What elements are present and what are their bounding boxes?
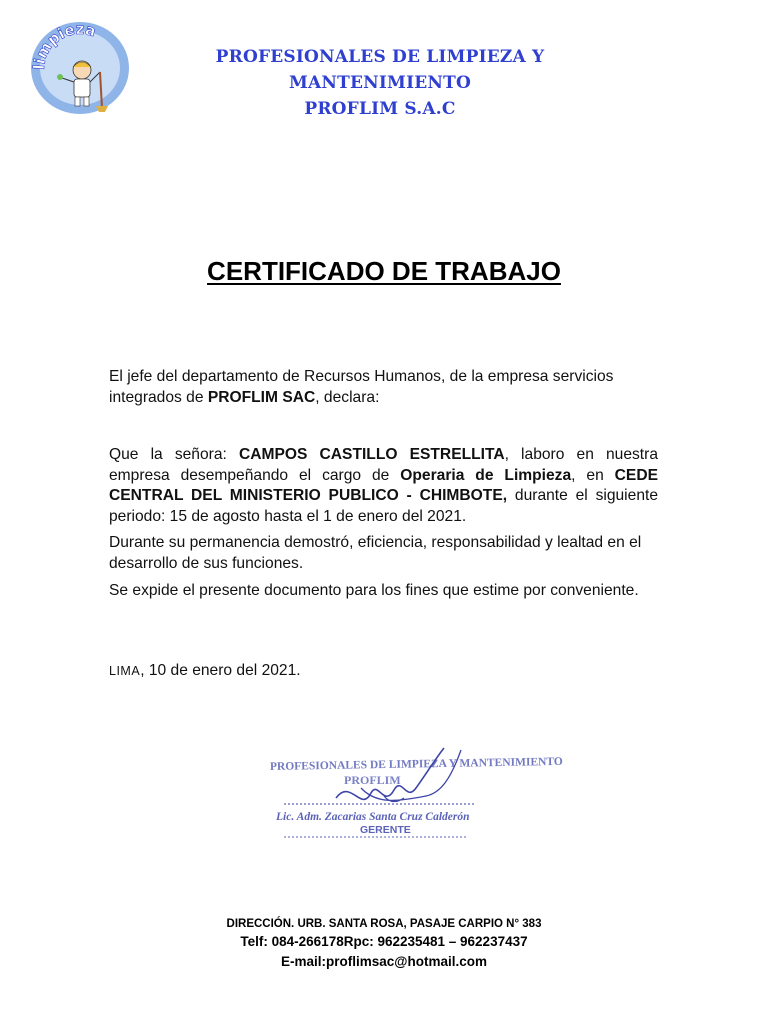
document-title: CERTIFICADO DE TRABAJO <box>207 256 561 286</box>
purpose-paragraph: Se expide el presente documento para los fines que estime por conveniente. <box>109 582 639 599</box>
signature-stamp <box>266 738 563 846</box>
intro-text: El jefe del departamento de Recursos Humanos, de la empresa servicios integrados de <box>109 368 614 406</box>
stamp-short-name: PROFLIM <box>344 773 401 787</box>
employment-text-d: durante el siguiente periodo: 15 de agosto hasta el 1 de enero del 2021. <box>109 487 658 525</box>
company-bold: PROFLIM SAC <box>207 388 316 406</box>
company-short-name: PROFLIM S.A.C <box>304 99 456 119</box>
phones: Telf: 084-266178Rpc: 962235481 – 962237437 <box>240 934 528 949</box>
stamp-company: PROFESIONALES DE LIMPIEZA Y MANTENIMIENTO <box>269 755 563 773</box>
footer <box>0 916 768 972</box>
employment-text-a: Que la señora: <box>109 446 239 463</box>
date: , 10 de enero del 2021. <box>140 662 301 679</box>
logo-text: limpieza <box>30 20 98 71</box>
employment-text-b: , laboro en nuestra empresa desempeñando el cargo de <box>109 446 658 484</box>
employee-name: CAMPOS CASTILLO ESTRELLITA <box>238 446 505 463</box>
address: DIRECCIÓN. URB. SANTA ROSA, PASAJE CARPIO N° 383 <box>226 918 542 930</box>
intro-text-end: , declara: <box>315 388 380 406</box>
work-location: CEDE CENTRAL DEL MINISTERIO PUBLICO - CHIMBOTE, <box>109 466 658 504</box>
signer-name: Lic. Adm. Zacarias Santa Cruz Calderón <box>276 811 470 823</box>
performance-paragraph: Durante su permanencia demostró, eficiencia, responsabilidad y lealtad en el desarrollo de sus funciones. <box>109 534 642 572</box>
signer-role: GERENTE <box>360 824 411 836</box>
company-logo <box>30 20 130 116</box>
date-line <box>109 661 658 682</box>
city: LIMA <box>109 664 141 678</box>
company-header <box>140 44 620 122</box>
email: E-mail:proflimsac@hotmail.com <box>281 954 487 969</box>
company-name: PROFESIONALES DE LIMPIEZA Y MANTENIMIENTO <box>215 47 545 93</box>
employee-role: Operaria de Limpieza <box>400 466 572 484</box>
intro-paragraph <box>109 367 658 408</box>
employment-paragraph <box>109 445 658 527</box>
employment-text-c: , en <box>571 466 615 484</box>
